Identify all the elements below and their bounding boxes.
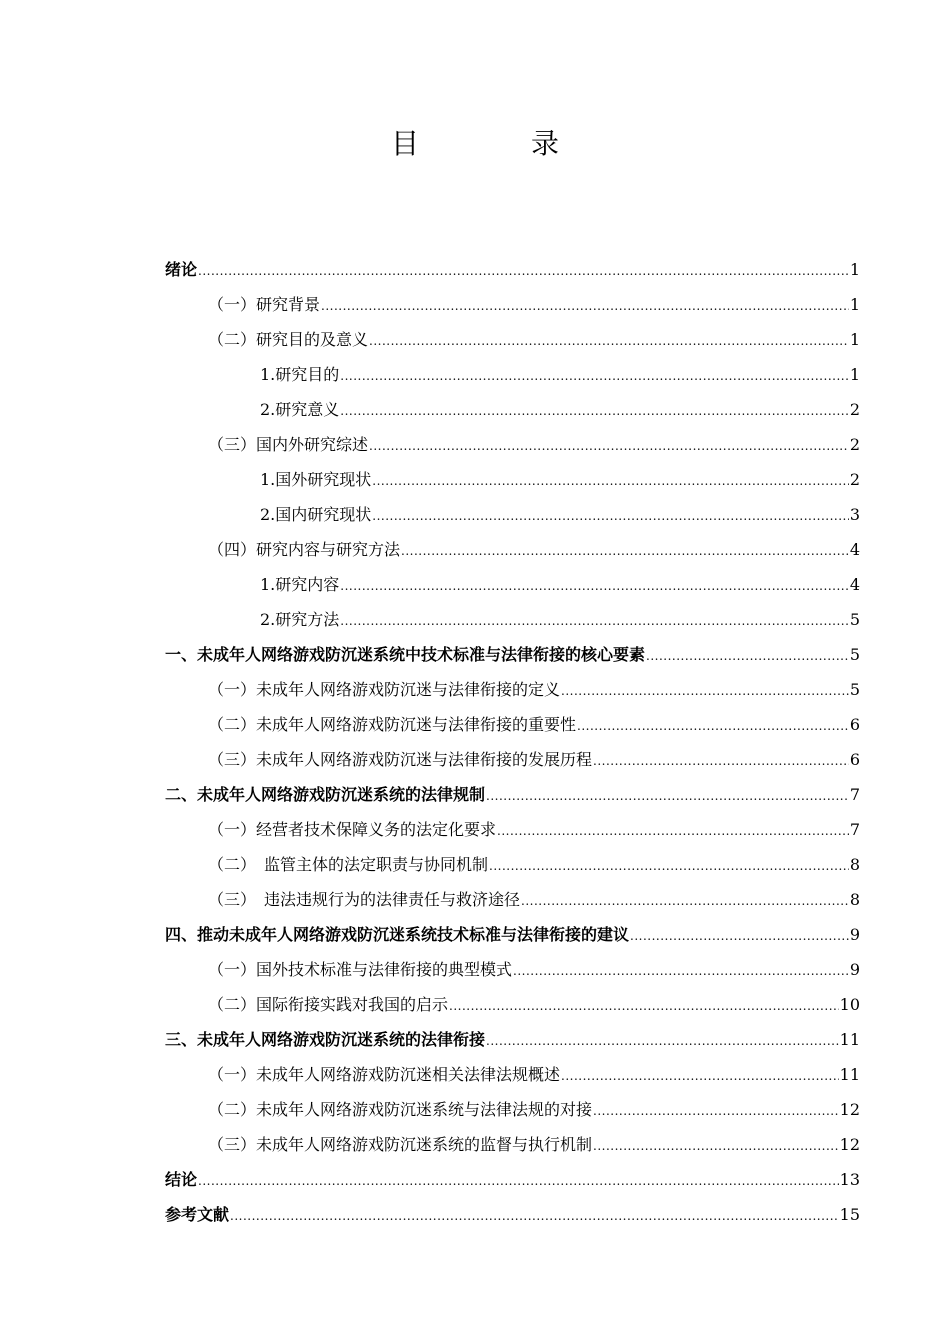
toc-entry-page-number: 4 xyxy=(849,575,860,594)
toc-entry[interactable] xyxy=(165,287,860,322)
toc-entry-label: （二）国际衔接实践对我国的启示 xyxy=(208,995,449,1014)
toc-entry[interactable] xyxy=(165,987,860,1022)
toc-entry-label: （三）未成年人网络游戏防沉迷与法律衔接的发展历程 xyxy=(208,750,593,769)
toc-entry[interactable] xyxy=(165,812,860,847)
toc-entry-page-number: 6 xyxy=(849,715,860,734)
toc-entry[interactable] xyxy=(165,462,860,497)
toc-entry-page-number: 1 xyxy=(849,295,860,314)
toc-leader-dots xyxy=(489,847,849,884)
toc-leader-dots xyxy=(340,357,849,394)
toc-leader-dots xyxy=(369,427,849,464)
toc-entry-page-number: 1 xyxy=(849,365,860,384)
toc-leader-dots xyxy=(449,987,839,1024)
toc-entry[interactable] xyxy=(165,882,860,917)
toc-entry[interactable] xyxy=(165,1162,860,1197)
toc-entry-label: （二）研究目的及意义 xyxy=(208,330,369,349)
toc-entry[interactable] xyxy=(165,847,860,882)
toc-entry-page-number: 1 xyxy=(849,330,860,349)
toc-entry-label: （一）未成年人网络游戏防沉迷与法律衔接的定义 xyxy=(208,680,561,699)
toc-entry-label: （一）未成年人网络游戏防沉迷相关法律法规概述 xyxy=(208,1065,561,1084)
toc-entry-label: 一、未成年人网络游戏防沉迷系统中技术标准与法律衔接的核心要素 xyxy=(165,645,646,664)
toc-entry-label: 三、未成年人网络游戏防沉迷系统的法律衔接 xyxy=(165,1030,486,1049)
toc-entry-label: 1.研究目的 xyxy=(260,365,340,384)
toc-entry-page-number: 2 xyxy=(849,400,860,419)
toc-leader-dots xyxy=(372,497,849,534)
toc-entry[interactable] xyxy=(165,602,860,637)
toc-entry[interactable] xyxy=(165,742,860,777)
toc-leader-dots xyxy=(577,707,849,744)
toc-entry-label: 1.研究内容 xyxy=(260,575,340,594)
toc-entry[interactable] xyxy=(165,322,860,357)
toc-entry-page-number: 5 xyxy=(849,680,860,699)
toc-entry-label: （三） 违法违规行为的法律责任与救济途径 xyxy=(208,890,521,909)
toc-leader-dots xyxy=(198,252,849,289)
toc-entry-page-number: 2 xyxy=(849,470,860,489)
table-of-contents xyxy=(165,252,860,1232)
toc-entry-page-number: 5 xyxy=(849,645,860,664)
toc-leader-dots xyxy=(521,882,849,919)
toc-entry-page-number: 4 xyxy=(849,540,860,559)
toc-leader-dots xyxy=(593,1092,839,1129)
toc-entry-page-number: 10 xyxy=(839,995,860,1014)
toc-entry-page-number: 2 xyxy=(849,435,860,454)
toc-entry-label: （二）未成年人网络游戏防沉迷与法律衔接的重要性 xyxy=(208,715,577,734)
toc-entry[interactable] xyxy=(165,952,860,987)
toc-entry[interactable] xyxy=(165,427,860,462)
toc-leader-dots xyxy=(593,1127,839,1164)
toc-entry-page-number: 9 xyxy=(849,925,860,944)
toc-entry-page-number: 11 xyxy=(839,1030,860,1049)
toc-entry-page-number: 15 xyxy=(839,1205,860,1224)
toc-entry[interactable] xyxy=(165,1022,860,1057)
toc-leader-dots xyxy=(630,917,849,954)
toc-entry-page-number: 8 xyxy=(849,890,860,909)
toc-entry-label: （一）经营者技术保障义务的法定化要求 xyxy=(208,820,497,839)
toc-entry-label: （二）未成年人网络游戏防沉迷系统与法律法规的对接 xyxy=(208,1100,593,1119)
toc-entry-label: （一）国外技术标准与法律衔接的典型模式 xyxy=(208,960,513,979)
toc-leader-dots xyxy=(486,1022,839,1059)
toc-entry-page-number: 13 xyxy=(839,1170,860,1189)
toc-leader-dots xyxy=(230,1197,839,1234)
toc-entry[interactable] xyxy=(165,1092,860,1127)
toc-entry[interactable] xyxy=(165,357,860,392)
toc-entry-label: 2.国内研究现状 xyxy=(260,505,372,524)
toc-leader-dots xyxy=(340,567,849,604)
toc-leader-dots xyxy=(561,672,849,709)
toc-entry-page-number: 3 xyxy=(849,505,860,524)
toc-entry-page-number: 9 xyxy=(849,960,860,979)
toc-entry[interactable] xyxy=(165,252,860,287)
toc-entry-label: 参考文献 xyxy=(165,1205,230,1224)
toc-entry-label: （二） 监管主体的法定职责与协同机制 xyxy=(208,855,489,874)
toc-entry-label: 二、未成年人网络游戏防沉迷系统的法律规制 xyxy=(165,785,486,804)
toc-entry-label: 1.国外研究现状 xyxy=(260,470,372,489)
toc-leader-dots xyxy=(340,602,849,639)
toc-leader-dots xyxy=(372,462,849,499)
toc-entry-page-number: 7 xyxy=(849,785,860,804)
toc-entry-page-number: 12 xyxy=(839,1135,860,1154)
toc-leader-dots xyxy=(198,1162,839,1199)
toc-entry[interactable] xyxy=(165,1057,860,1092)
toc-entry-page-number: 5 xyxy=(849,610,860,629)
toc-leader-dots xyxy=(340,392,849,429)
toc-entry[interactable] xyxy=(165,532,860,567)
toc-leader-dots xyxy=(513,952,849,989)
toc-entry[interactable] xyxy=(165,672,860,707)
toc-entry[interactable] xyxy=(165,917,860,952)
toc-leader-dots xyxy=(593,742,849,779)
toc-entry-page-number: 7 xyxy=(849,820,860,839)
toc-entry-page-number: 6 xyxy=(849,750,860,769)
toc-entry-page-number: 12 xyxy=(839,1100,860,1119)
toc-entry-page-number: 1 xyxy=(849,260,860,279)
toc-entry-label: 绪论 xyxy=(165,260,198,279)
toc-entry[interactable] xyxy=(165,777,860,812)
toc-entry[interactable] xyxy=(165,637,860,672)
toc-entry-label: 结论 xyxy=(165,1170,198,1189)
toc-leader-dots xyxy=(321,287,849,324)
toc-leader-dots xyxy=(486,777,849,814)
toc-entry[interactable] xyxy=(165,707,860,742)
toc-entry-page-number: 8 xyxy=(849,855,860,874)
toc-leader-dots xyxy=(561,1057,839,1094)
toc-entry-label: 2.研究意义 xyxy=(260,400,340,419)
toc-leader-dots xyxy=(401,532,849,569)
toc-entry[interactable] xyxy=(165,497,860,532)
toc-entry[interactable] xyxy=(165,392,860,427)
toc-entry[interactable] xyxy=(165,1127,860,1162)
toc-entry-page-number: 11 xyxy=(839,1065,860,1084)
toc-leader-dots xyxy=(497,812,849,849)
toc-entry-label: 四、推动未成年人网络游戏防沉迷系统技术标准与法律衔接的建议 xyxy=(165,925,630,944)
toc-entry-label: （一）研究背景 xyxy=(208,295,321,314)
toc-entry-label: （三）国内外研究综述 xyxy=(208,435,369,454)
toc-entry-label: 2.研究方法 xyxy=(260,610,340,629)
toc-leader-dots xyxy=(369,322,849,359)
toc-entry-label: （四）研究内容与研究方法 xyxy=(208,540,401,559)
page-title: 目 录 xyxy=(390,127,601,160)
toc-leader-dots xyxy=(646,637,849,674)
toc-entry[interactable] xyxy=(165,567,860,602)
toc-entry-label: （三）未成年人网络游戏防沉迷系统的监督与执行机制 xyxy=(208,1135,593,1154)
toc-entry[interactable] xyxy=(165,1197,860,1232)
